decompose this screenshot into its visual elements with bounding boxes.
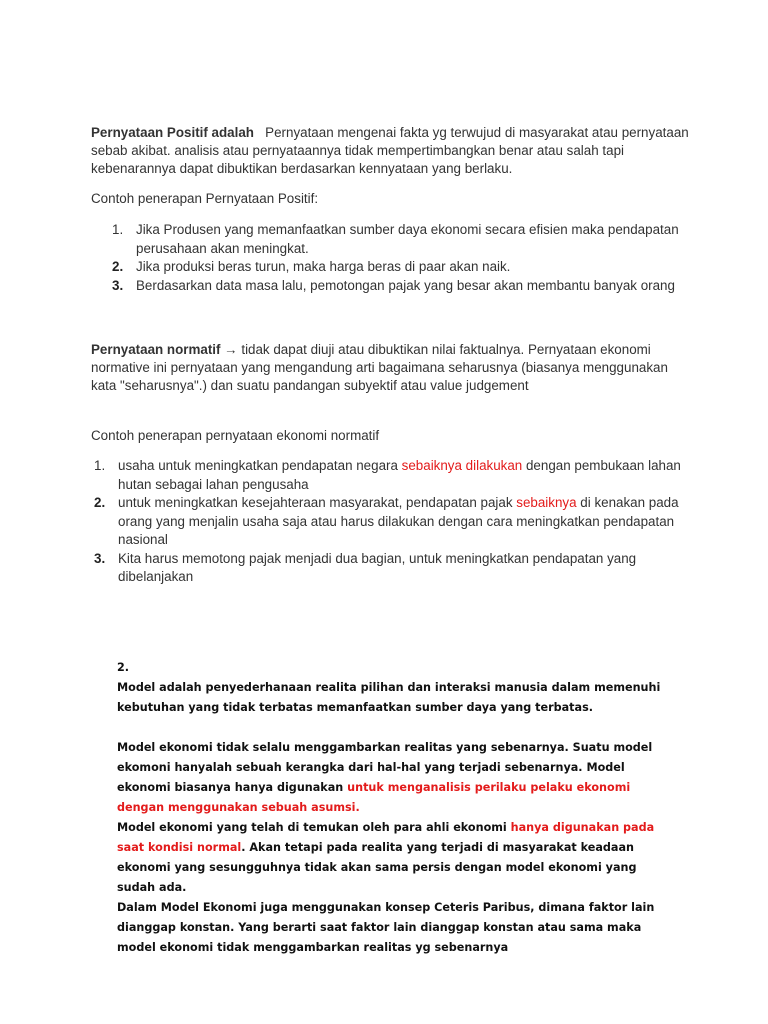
para-3-text-post: . Akan tetapi pada realita yang terjadi di masyarakat keadaan ekonomi yang sesungguhnya tidak akan sama persis dengan model ekonomi yang sudah ada.	[117, 841, 637, 894]
right-arrow-icon: →	[224, 342, 238, 357]
list-item	[91, 550, 691, 587]
para-3-highlight: hanya digunakan pada saat kondisi normal	[117, 821, 655, 854]
list-item	[91, 457, 691, 494]
section-2	[117, 658, 677, 958]
list-item-text: Berdasarkan data masa lalu, pemotongan pajak yang besar akan membantu banyak orang	[136, 277, 675, 293]
list-number: 2.	[112, 259, 124, 274]
item-text-post: dengan pembukaan lahan hutan sebagai lahan pengusaha	[118, 458, 681, 492]
section-2-number: 2.	[117, 661, 130, 674]
positif-definition-paragraph	[91, 124, 691, 178]
paragraph-spacer	[117, 718, 677, 738]
list-item-text	[118, 458, 681, 492]
item-text-pre: untuk meningkatkan kesejahteraan masyarakat, pendapatan pajak	[118, 495, 517, 510]
list-item	[91, 221, 691, 258]
list-item-text	[118, 551, 636, 585]
list-item	[91, 494, 691, 550]
normatif-example-title: Contoh penerapan pernyataan ekonomi normatif	[91, 428, 380, 443]
list-number: 1.	[112, 222, 124, 237]
list-number: 3.	[112, 277, 124, 293]
normatif-definition: tidak dapat diuji atau dibuktikan nilai faktualnya. Pernyataan ekonomi normative ini pernyataan yang mengandung arti bagaimana seharusnya (biasanya menggunakan kata "seharusnya".) dan suatu pandangan subyektif atau value judgement	[91, 342, 668, 393]
list-number: 3.	[94, 550, 106, 566]
normatif-heading: Pernyataan normatif	[91, 342, 221, 357]
positif-example-title: Contoh penerapan Pernyataan Positif:	[91, 191, 319, 206]
section-2-para-4: Dalam Model Ekonomi juga menggunakan konsep Ceteris Paribus, dimana faktor lain dianggap konstan. Yang berarti saat faktor lain dianggap konstan atau sama maka model ekonomi tidak menggambarkan realitas yg sebenarnya	[117, 901, 655, 954]
item-text-highlight: sebaiknya dilakukan	[401, 458, 523, 473]
para-2-highlight: untuk menganalisis perilaku pelaku ekonomi dengan menggunakan sebuah asumsi.	[117, 781, 631, 814]
positif-heading: Pernyataan Positif adalah	[91, 125, 254, 140]
item-text-pre: usaha untuk meningkatkan pendapatan negara	[118, 458, 402, 473]
list-item-text: Jika produksi beras turun, maka harga beras di paar akan naik.	[136, 259, 511, 274]
para-3-text: Model ekonomi yang telah di temukan oleh para ahli ekonomi	[117, 821, 511, 834]
list-item-text: Jika Produsen yang memanfaatkan sumber daya ekonomi secara efisien maka pendapatan perusahaan akan meningkat.	[136, 222, 679, 256]
item-text-highlight: sebaiknya	[516, 495, 577, 510]
item-text-pre: Kita harus memotong pajak menjadi dua bagian, untuk meningkatkan pendapatan yang dibelanjakan	[118, 550, 637, 584]
section-2-para-1: Model adalah penyederhanaan realita pilihan dan interaksi manusia dalam memenuhi kebutuhan yang tidak terbatas memanfaatkan sumber daya yang terbatas.	[117, 681, 661, 714]
positif-definition: Pernyataan mengenai fakta yg terwujud di masyarakat atau pernyataan sebab akibat. analisis atau pernyataannya tidak mempertimbangkan benar atau salah tapi kebenarannya dapat dibuktikan berdasarkan kennyataan yang berlaku.	[91, 125, 689, 176]
normatif-example-list	[91, 457, 691, 587]
list-item-text	[118, 495, 679, 547]
para-2-text: Model ekonomi tidak selalu menggambarkan realitas yang sebenarnya. Suatu model ekomoni hanyalah sebuah kerangka dari hal-hal yang terjadi sebenarnya. Model ekonomi biasanya hanya digunakan	[117, 741, 653, 794]
positif-example-list	[91, 221, 691, 295]
section-2-para-2	[117, 738, 677, 818]
normatif-definition-paragraph	[91, 341, 691, 395]
list-item	[91, 258, 691, 277]
list-number: 2.	[94, 495, 106, 510]
section-2-para-3	[117, 818, 677, 898]
item-text-post: di kenakan pada orang yang menjalin usaha saja atau harus dilakukan dengan cara meningkatkan pendapatan nasional	[118, 495, 679, 547]
list-item	[91, 277, 691, 296]
list-number: 1.	[94, 458, 106, 473]
